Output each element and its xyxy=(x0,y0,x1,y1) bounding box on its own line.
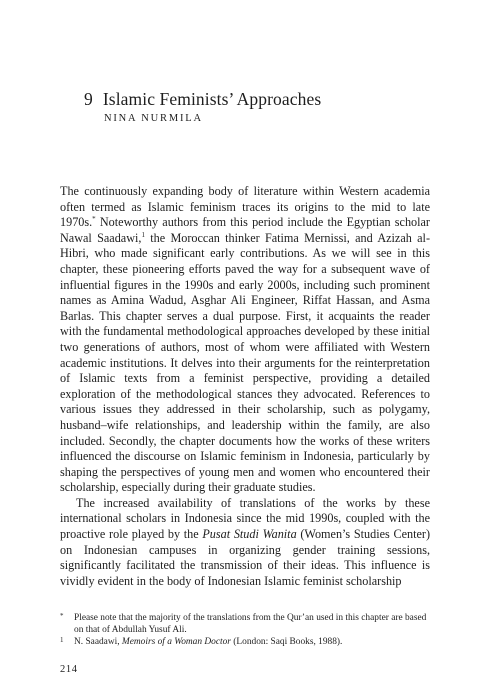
chapter-heading xyxy=(84,88,444,124)
footnote-ref-1[interactable]: 1 xyxy=(141,230,145,239)
footnote-1-book-title: Memoirs of a Woman Doctor xyxy=(121,637,231,648)
paragraph-2 xyxy=(60,496,430,590)
chapter-number: 9 xyxy=(84,89,93,109)
paragraph-1-text-b: Noteworthy authors from this period include the Egyptian scholar Nawal Saadawi, xyxy=(60,215,430,245)
paragraph-1 xyxy=(60,184,430,496)
footnote-star-text: Please note that the majority of the translations from the Qur’an used in this chapter are based on that of Abdullah Yusuf Ali. xyxy=(74,613,427,636)
footnote-1-mark: 1 xyxy=(60,636,64,645)
chapter-title-text: Islamic Feminists’ Approaches xyxy=(102,89,322,109)
paragraph-1-text-c: the Moroccan thinker Fatima Mernissi, and Azizah al-Hibri, who made significant early contributions. As we will see in this chapter, these pioneering efforts paved the way for a subsequent wave of influential figures in the 1990s and early 2000s, including such prominent names as Amina Wadud, Asghar Ali Engineer, Riffat Hassan, and Asma Barlas. This chapter serves a dual purpose. First, it acquaints the reader with the fundamental methodological approaches developed by these initial two generations of authors, most of whom were affiliated with Western academic institutions. It delves into their arguments for the reinterpretation of Islamic texts from a feminist perspective, providing a detailed exploration of the methodological stances they advocated. References to various issues they addressed in their scholarship, such as polygamy, husband–wife relationships, and leadership within the family, are also included. Secondly, the chapter documents how the works of these writers influenced the discourse on Islamic feminism in Indonesia, particularly by shaping the perspectives of young men and women who encountered their scholarship, especially during their graduate studies. xyxy=(60,230,430,495)
footnote-1 xyxy=(60,636,430,648)
footnotes xyxy=(60,612,430,649)
paragraph-2-text-a: The increased availability of translations of the works by these international scholars in Indonesia since the mid 1990s, coupled with the proactive role played by the xyxy=(60,495,430,542)
page-number: 214 xyxy=(60,664,78,675)
paragraph-1-text-a: The continuously expanding body of literature within Western academia often termed as Islamic feminism traces its origins to the mid to late 1970s. xyxy=(60,184,430,230)
body-text xyxy=(60,184,430,589)
chapter-author: NINA NURMILA xyxy=(104,113,203,124)
paragraph-2-text-b: (Women’s Studies Center) on Indonesian campuses in organizing gender training sessions, significantly facilitated the transmission of their ideas. This influence is vividly evident in the body of Indonesian Islamic feminist scholarship xyxy=(60,527,430,588)
footnote-1-text-b: (London: Saqi Books, 1988). xyxy=(230,637,343,648)
footnote-star-mark: * xyxy=(60,612,64,620)
chapter-title xyxy=(84,88,444,110)
footnote-star xyxy=(60,612,430,636)
footnote-ref-star[interactable]: * xyxy=(92,215,96,224)
footnote-1-text-a: N. Saadawi, xyxy=(74,637,122,648)
paragraph-2-emphasis: Pusat Studi Wanita xyxy=(202,527,297,542)
